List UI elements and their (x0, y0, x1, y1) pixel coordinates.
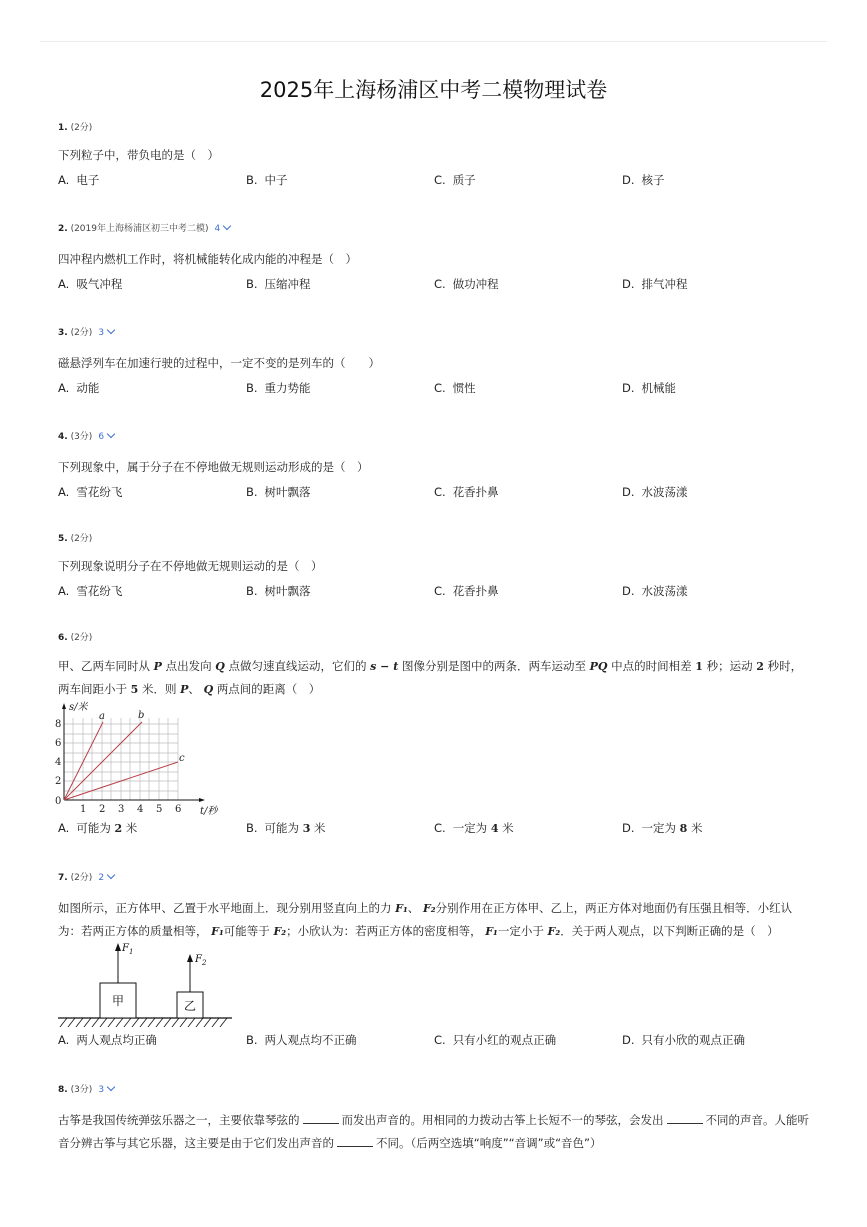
y-tick-label: 0 (55, 796, 62, 807)
x-tick-label: 2 (99, 804, 106, 815)
question-8 (58, 1083, 818, 1150)
y-tick-label: 2 (55, 776, 62, 787)
question-stem: 磁悬浮列车在加速行驶的过程中，一定不变的是列车的（ ） (58, 356, 380, 370)
force-f1-label: $F_1$ (122, 943, 134, 956)
question-stem-line-2: 为：若两正方体的质量相等， F₁可能等于 F₂；小欣认为：若两正方体的密度相等， F₁一定小于 F₂．关于两人观点，以下判断正确的是（ ） (58, 924, 779, 938)
ground-hatching (60, 1018, 227, 1027)
arrow-up-icon (115, 943, 121, 951)
question-2 (58, 222, 818, 291)
option-a[interactable]: A. 吸气冲程 (58, 277, 123, 291)
question-stem-line-1: 如图所示，正方体甲、乙置于水平地面上．现分别用竖直向上的力 F₁、 F₂分别作用在正方体甲、乙上，两正方体对地面仍有压强且相等．小红认 (58, 901, 793, 915)
options (58, 484, 818, 500)
chevron-down-icon (107, 1083, 115, 1091)
question-4 (58, 430, 818, 499)
arrow-up-icon (187, 954, 193, 962)
question-stem-line-2: 两车间距小于 5 米．则 P、 Q 两点间的距离（ ） (58, 682, 321, 696)
options (58, 583, 818, 599)
chevron-down-icon (107, 871, 115, 879)
option-c[interactable]: C. 做功冲程 (434, 277, 499, 291)
question-3 (58, 326, 818, 395)
chevron-down-icon (107, 430, 115, 438)
question-stem-line-1: 古筝是我国传统弹弦乐器之一，主要依靠琴弦的 而发出声音的。用相同的力拨动古筝上长短不一的琴弦，会发出 不同的声音。人能听 (58, 1113, 809, 1127)
y-tick-labels (55, 719, 61, 807)
x-axis-arrow-icon (199, 798, 205, 802)
option-b[interactable]: B. 重力势能 (246, 381, 311, 395)
x-axis-label: t/秒 (200, 806, 218, 817)
question-5 (58, 532, 818, 598)
option-c[interactable]: C. 花香扑鼻 (434, 485, 499, 499)
options (58, 276, 818, 292)
question-stem: 下列粒子中，带负电的是（ ） (58, 148, 219, 162)
question-header: 5. (2分) (58, 534, 93, 544)
option-a[interactable]: A. 动能 (58, 381, 100, 395)
question-stem: 下列现象说明分子在不停地做无规则运动的是（ ） (58, 559, 323, 573)
option-a[interactable]: A. 两人观点均正确 (58, 1033, 157, 1047)
option-b[interactable]: B. 树叶飘落 (246, 485, 311, 499)
y-axis-arrow-icon (62, 703, 66, 709)
option-d[interactable]: D. 水波荡漾 (622, 584, 688, 598)
question-stem-line-2: 音分辨古筝与其它乐器，这主要是由于它们发出声音的 不同。（后两空选填“响度”“音调”或“音色”） (58, 1136, 602, 1150)
option-b[interactable]: B. 两人观点均不正确 (246, 1033, 357, 1047)
answer-blank-3[interactable] (337, 1135, 373, 1147)
view-count-toggle[interactable]: 3 (98, 1085, 114, 1095)
options (58, 820, 818, 836)
x-tick-labels (80, 804, 181, 815)
x-tick-label: 4 (137, 804, 144, 815)
option-b[interactable]: B. 可能为 3 米 (246, 821, 326, 835)
answer-blank-2[interactable] (667, 1112, 703, 1124)
top-divider (40, 41, 827, 42)
options (58, 1032, 818, 1048)
cube-jia-label: 甲 (112, 994, 125, 1008)
line-labels (99, 710, 185, 764)
question-header: 7. (2分) 2 (58, 871, 818, 885)
y-axis-label: s/米 (69, 702, 88, 713)
question-7 (58, 871, 818, 1047)
option-b[interactable]: B. 树叶飘落 (246, 584, 311, 598)
x-tick-label: 3 (118, 804, 125, 815)
option-a[interactable]: A. 电子 (58, 173, 100, 187)
question-header: 3. (2分) 3 (58, 326, 818, 340)
s-t-graph (52, 700, 222, 818)
question-6 (55, 631, 818, 835)
option-c[interactable]: C. 惯性 (434, 381, 476, 395)
option-c[interactable]: C. 质子 (434, 173, 476, 187)
y-tick-label: 6 (55, 738, 62, 749)
view-count-toggle[interactable]: 6 (98, 432, 114, 442)
question-header: 4. (3分) 6 (58, 430, 818, 444)
y-tick-label: 8 (55, 719, 62, 730)
line-b-label: b (138, 710, 145, 721)
option-d[interactable]: D. 核子 (622, 173, 665, 187)
option-d[interactable]: D. 水波荡漾 (622, 485, 688, 499)
option-c[interactable]: C. 只有小红的观点正确 (434, 1033, 557, 1047)
option-d[interactable]: D. 排气冲程 (622, 277, 688, 291)
question-header: 1. (2分) (58, 123, 93, 133)
line-c-label: c (179, 753, 185, 764)
option-d[interactable]: D. 机械能 (622, 381, 677, 395)
question-stem-line-1: 甲、乙两车同时从 P 点出发向 Q 点做匀速直线运动，它们的 s − t 图像分别是图中的两条．两车运动至 PQ 中点的时间相差 1 秒；运动 2 秒时， (58, 659, 803, 673)
cube-yi-label: 乙 (184, 999, 197, 1013)
option-d[interactable]: D. 只有小欣的观点正确 (622, 1033, 746, 1047)
option-d[interactable]: D. 一定为 8 米 (622, 821, 703, 835)
option-a[interactable]: A. 可能为 2 米 (58, 821, 138, 835)
graph-grid (64, 718, 178, 800)
force-f2-label: $F_2$ (195, 954, 207, 967)
cubes-figure (58, 941, 238, 1029)
option-a[interactable]: A. 雪花纷飞 (58, 584, 123, 598)
x-tick-label: 5 (156, 804, 163, 815)
chevron-down-icon (107, 326, 115, 334)
y-tick-label: 4 (55, 757, 62, 768)
option-c[interactable]: C. 一定为 4 米 (434, 821, 514, 835)
view-count-toggle[interactable]: 3 (98, 328, 114, 338)
option-c[interactable]: C. 花香扑鼻 (434, 584, 499, 598)
answer-blank-1[interactable] (303, 1112, 339, 1124)
option-b[interactable]: B. 中子 (246, 173, 288, 187)
chevron-down-icon (223, 222, 231, 230)
question-header: 6. (2分) (58, 633, 93, 643)
x-tick-label: 1 (80, 804, 87, 815)
page-title: 2025年上海杨浦区中考二模物理试卷 (259, 78, 608, 102)
option-b[interactable]: B. 压缩冲程 (246, 277, 311, 291)
line-a-label: a (99, 711, 105, 722)
question-stem: 下列现象中，属于分子在不停地做无规则运动形成的是（ ） (58, 460, 369, 474)
view-count-toggle[interactable]: 2 (98, 873, 114, 883)
option-a[interactable]: A. 雪花纷飞 (58, 485, 123, 499)
x-tick-label: 6 (175, 804, 182, 815)
view-count-toggle[interactable]: 4 (215, 224, 231, 234)
question-stem: 四冲程内燃机工作时，将机械能转化成内能的冲程是（ ） (58, 252, 357, 266)
question-1 (58, 121, 818, 187)
question-header: 2. (2019年上海杨浦区初三中考二模) 4 (58, 222, 818, 236)
question-header: 8. (3分) 3 (58, 1083, 818, 1097)
options (58, 172, 818, 188)
options (58, 380, 818, 396)
